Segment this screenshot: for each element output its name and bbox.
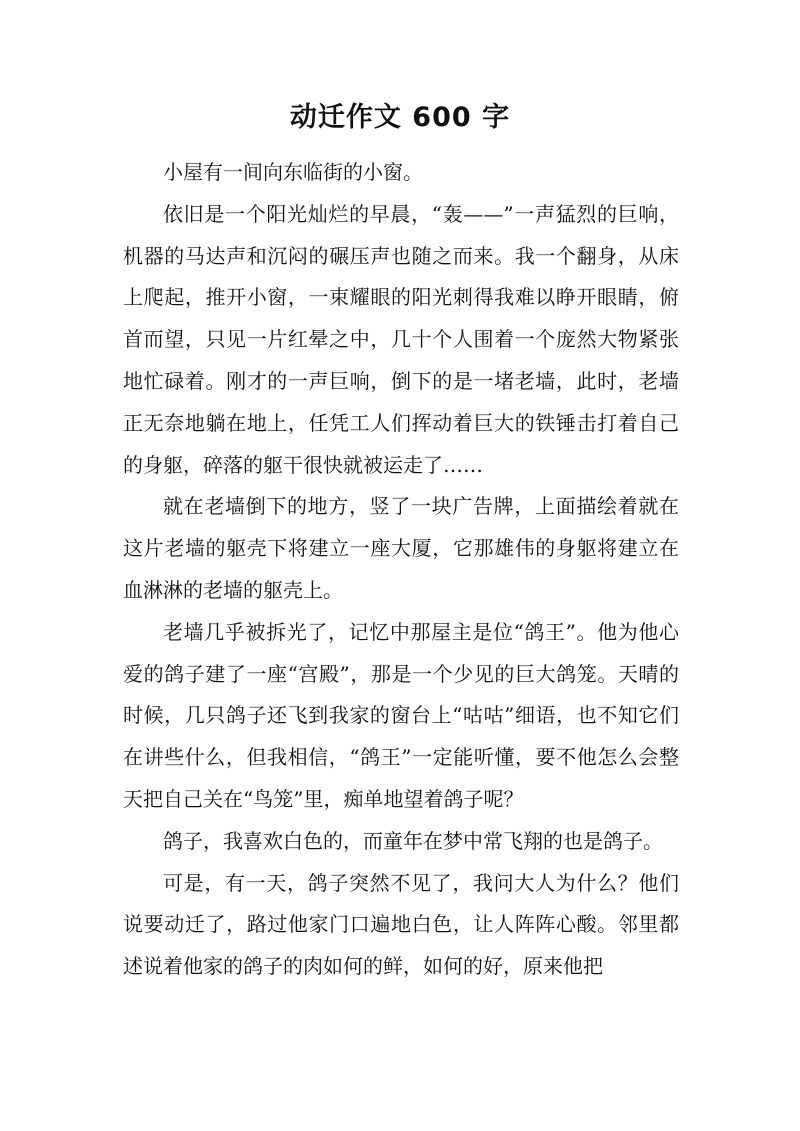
paragraph: 可是，有一天，鸽子突然不见了，我问大人为什么？他们说要动迁了，路过他家门口遍地白色，让人阵阵心酸。邻里都述说着他家的鸽子的肉如何的鲜，如何的好，原来他把: [123, 870, 679, 979]
paragraph: 就在老墙倒下的地方，竖了一块广告牌，上面描绘着就在这片老墙的躯壳下将建立一座大厦，它那雄伟的身躯将建立在血淋淋的老墙的躯壳上。: [123, 494, 679, 602]
paragraph: 依旧是一个阳光灿烂的早晨，“轰——”一声猛烈的巨响，机器的马达声和沉闷的碾压声也随之而来。我一个翻身，从床上爬起，推开小窗，一束耀眼的阳光刺得我难以睁开眼睛，俯首而望，只见一片红晕之中，几十个人围着一个庞然大物紧张地忙碌着。刚才的一声巨响，倒下的是一堵老墙，此时，老墙正无奈地躺在地上，任凭工人们挥动着巨大的铁锤击打着自己的身躯，碎落的躯干很快就被运走了……: [123, 201, 679, 477]
document-body: [123, 152, 679, 988]
paragraph: 鸽子，我喜欢白色的，而童年在梦中常飞翔的也是鸽子。: [163, 828, 663, 853]
document-title: 动迁作文 600 字: [289, 102, 511, 133]
paragraph: 小屋有一间向东临街的小窗。: [163, 160, 423, 184]
paragraph: 老墙几乎被拆光了，记忆中那屋主是位“鸽王”。他为他心爱的鸽子建了一座“宫殿”，那是一个少见的巨大鸽笼。天晴的时候，几只鸽子还飞到我家的窗台上“咕咕”细语，也不知它们在讲些什么，但我相信，“鸽王”一定能听懂，要不他怎么会整天把自己关在“鸟笼”里，痴单地望着鸽子呢？: [123, 619, 679, 811]
